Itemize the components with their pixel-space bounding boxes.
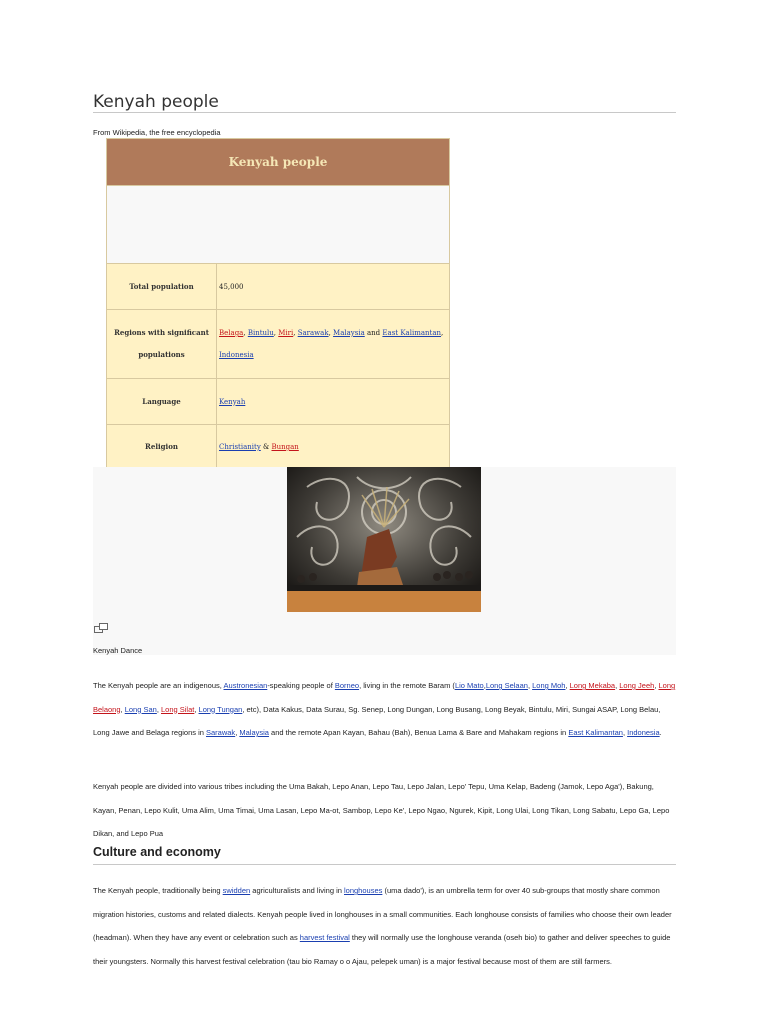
figure-caption: Kenyah Dance xyxy=(93,646,143,655)
section-heading: Culture and economy xyxy=(93,845,221,859)
link-belaga[interactable]: Belaga xyxy=(219,329,244,337)
infobox-label: Religion xyxy=(107,425,217,469)
infobox-row-religion xyxy=(107,424,449,469)
link-east-kalimantan-body[interactable]: East Kalimantan xyxy=(568,728,623,737)
link-borneo[interactable]: Borneo xyxy=(334,681,360,690)
kenyah-dance-photo[interactable] xyxy=(287,467,481,612)
link-swidden[interactable]: swidden xyxy=(222,886,251,895)
link-long-silat[interactable]: Long Silat xyxy=(161,704,195,714)
link-kenyah[interactable]: Kenyah xyxy=(219,397,246,406)
infobox-image-area xyxy=(107,185,449,263)
link-long-tungan[interactable]: Long Tungan xyxy=(198,704,243,714)
enlarge-icon[interactable] xyxy=(94,623,108,634)
link-sarawak-body[interactable]: Sarawak xyxy=(206,728,236,737)
link-longhouses[interactable]: longhouses xyxy=(344,886,383,895)
infobox-value xyxy=(217,425,449,469)
link-long-jeeh[interactable]: Long Jeeh xyxy=(619,681,655,690)
infobox-value: Belaga, Bintulu, Miri, Sarawak, Malaysia and East Kalimantan, Indonesia xyxy=(219,329,444,359)
link-sarawak[interactable]: Sarawak xyxy=(297,329,329,337)
link-malaysia[interactable]: Malaysia xyxy=(333,329,365,337)
tagline: From Wikipedia, the free encyclopedia xyxy=(93,128,221,137)
link-austronesian[interactable]: Austronesian xyxy=(223,681,268,690)
infobox-header: Kenyah people xyxy=(107,139,449,185)
link-indonesia[interactable]: Indonesia xyxy=(219,351,254,359)
link-long-selaan[interactable]: Long Selaan xyxy=(485,681,528,690)
infobox-label: Language xyxy=(107,379,217,424)
link-lio-mato[interactable]: Lio Mato xyxy=(454,681,484,690)
link-east-kalimantan[interactable]: East Kalimantan xyxy=(382,329,442,337)
link-long-mekaba[interactable]: Long Mekaba xyxy=(569,681,616,690)
infobox-value: 45,000 xyxy=(219,282,244,291)
link-indonesia-body[interactable]: Indonesia xyxy=(627,728,660,737)
link-long-san[interactable]: Long San xyxy=(124,704,157,714)
infobox-label: Total population xyxy=(107,264,217,309)
infobox-value xyxy=(217,379,449,424)
page-title: Kenyah people xyxy=(93,92,219,112)
paragraph-intro: The Kenyah people are an indigenous, Austronesian-speaking people of Borneo, living in the remote Baram (Lio Mato,Long Selaan, Long Moh, Long Mekaba, Long Jeeh, Long Belaong, Long San, Long Silat, Long Tungan, etc), Data Kakus, Data Surau, Sg. Senep, Long Dungan, Long Busang, Long Beyak, Bintulu, Miri, Sungai ASAP, Long Belau, Long Jawe and Belaga regions in Sarawak, Malaysia and the remote Apan Kayan, Bahau (Bah), Benua Lama & Bare and Mahakam regions in East Kalimantan, Indonesia. xyxy=(93,681,676,737)
infobox-row-population xyxy=(107,263,449,309)
paragraph-culture: The Kenyah people, traditionally being swidden agriculturalists and living in longhouses (uma dado'), is an umbrella term for over 40 sub-groups that mostly share common migration histories, customs and related dialects. Kenyah people lived in longhouses in a small communities. Each longhouse consists of families who choose their own leader (headman). When they have any event or celebration such as harvest festival they will normally use the longhouse veranda (oseh bio) to gather and deliver speeches to guide their youngsters. Normally this harvest festival celebration (tau bio Ramay o o Ajau, pelepek uman) is a major festival because most of them are still farmers. xyxy=(93,886,672,966)
link-bungan[interactable]: Bungan xyxy=(271,443,299,451)
paragraph-tribes: Kenyah people are divided into various tribes including the Uma Bakah, Lepo Anan, Lepo Tau, Lepo Jalan, Lepo' Tepu, Uma Kelap, Badeng (Jamok, Lepo Aga'), Bakung, Kayan, Penan, Lepo Kulit, Uma Alim, Uma Timai, Uma Lasan, Lepo Ma-ot, Sambop, Lepo Ke', Lepo Ngao, Ngurek, Kipit, Long Ulai, Long Tikan, Long Sabatu, Lepo Ga, Lepo Dikan, and Lepo Pua xyxy=(93,782,670,838)
and-text: & xyxy=(263,443,270,451)
link-malaysia-body[interactable]: Malaysia xyxy=(239,728,269,737)
infobox xyxy=(106,138,450,470)
infobox-row-language xyxy=(107,378,449,424)
link-bintulu[interactable]: Bintulu xyxy=(247,329,274,337)
link-long-moh[interactable]: Long Moh xyxy=(532,681,566,690)
and-text: and xyxy=(367,329,381,337)
link-harvest-festival[interactable]: harvest festival xyxy=(299,933,350,942)
link-christianity[interactable]: Christianity xyxy=(219,443,261,451)
link-long-belaong[interactable]: Long Belaong xyxy=(93,681,676,714)
title-divider xyxy=(93,112,676,113)
link-miri[interactable]: Miri xyxy=(278,329,294,337)
infobox-label: Regions with significant populations xyxy=(107,310,217,378)
figure-box xyxy=(93,467,676,655)
section-divider xyxy=(93,864,676,865)
infobox-row-regions xyxy=(107,309,449,378)
